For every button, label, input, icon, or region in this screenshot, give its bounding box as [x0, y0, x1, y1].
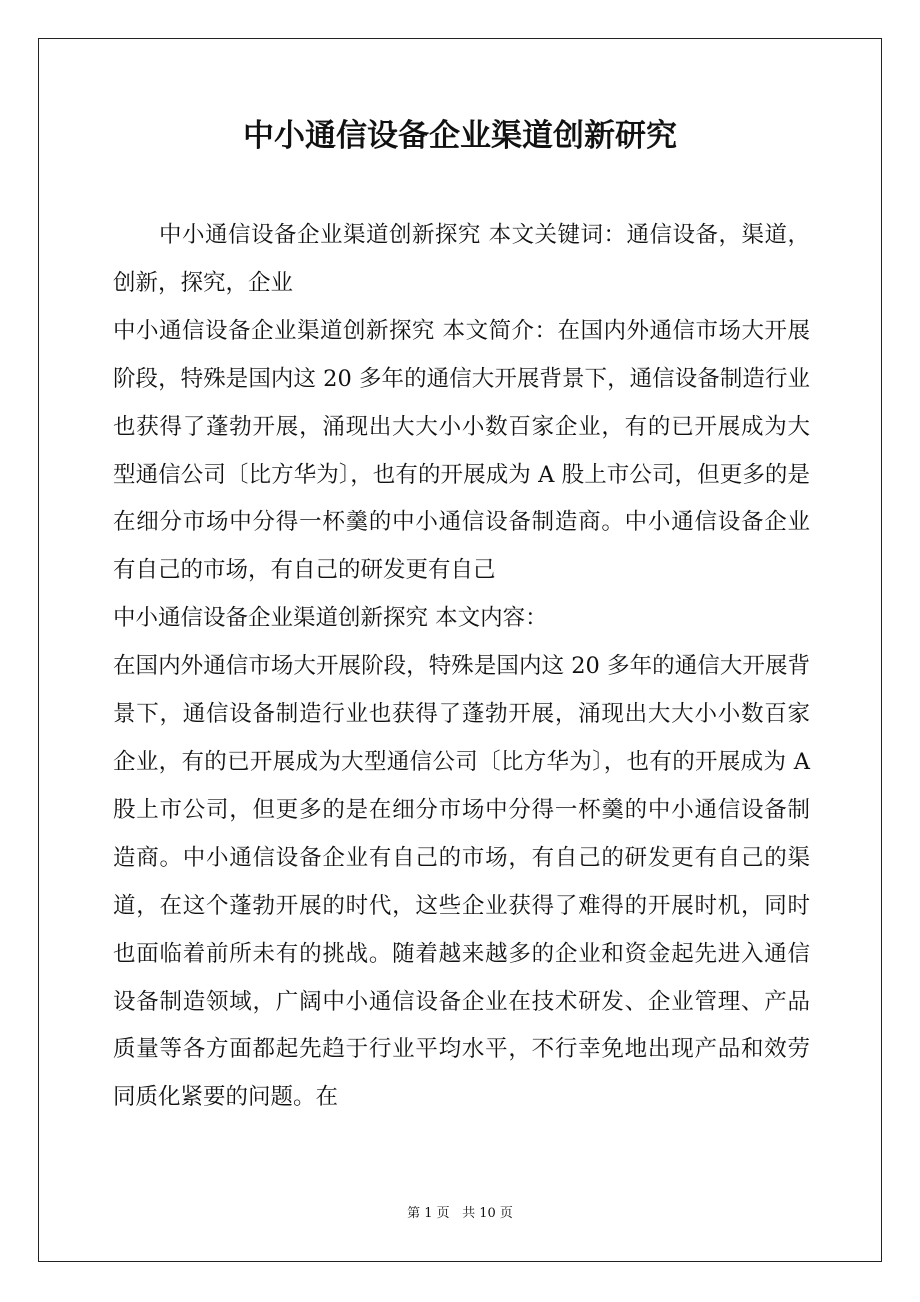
keywords-paragraph: 中小通信设备企业渠道创新探究 本文关键词：通信设备，渠道，创新，探究，企业 [113, 222, 810, 296]
content-paragraph: 在国内外通信市场大开展阶段，特殊是国内这 20 多年的通信大开展背景下，通信设备制造行业也获得了蓬勃开展，涌现出大大小小数百家企业，有的已开展成为大型通信公司〔比方华为〕，也有的开展成为 A 股上市公司，但更多的是在细分市场中分得一杯羹的中小通信设备制造商。中小通信设备企业有自己的市场，有自己的研发更有自己的渠道，在这个蓬勃开展的时代，这些企业获得了难得的开展时机，同时也面临着前所未有的挑战。随着越来越多的企业和资金起先进入通信设备制造领域，广阔中小通信设备企业在技术研发、企业管理、产品质量等各方面都起先趋于行业平均水平，不行幸免地出现产品和效劳同质化紧要的问题。在 [113, 653, 810, 1111]
document-title: 中小通信设备企业渠道创新研究 [243, 118, 677, 154]
content-heading: 中小通信设备企业渠道创新探究 本文内容： [113, 605, 548, 632]
summary-paragraph: 中小通信设备企业渠道创新探究 本文简介：在国内外通信市场大开展阶段，特殊是国内这 20 多年的通信大开展背景下，通信设备制造行业也获得了蓬勃开展，涌现出大大小小数百家企业，有的已开展成为大型通信公司〔比方华为〕，也有的开展成为 A 股上市公司，但更多的是在细分市场中分得一杯羹的中小通信设备制造商。中小通信设备企业有自己的市场，有自己的研发更有自己 [113, 317, 810, 584]
page-footer [0, 1204, 920, 1224]
page-number: 第 1 页 [407, 1206, 450, 1221]
document-body [113, 212, 810, 1122]
page-total: 共 10 页 [462, 1206, 513, 1221]
